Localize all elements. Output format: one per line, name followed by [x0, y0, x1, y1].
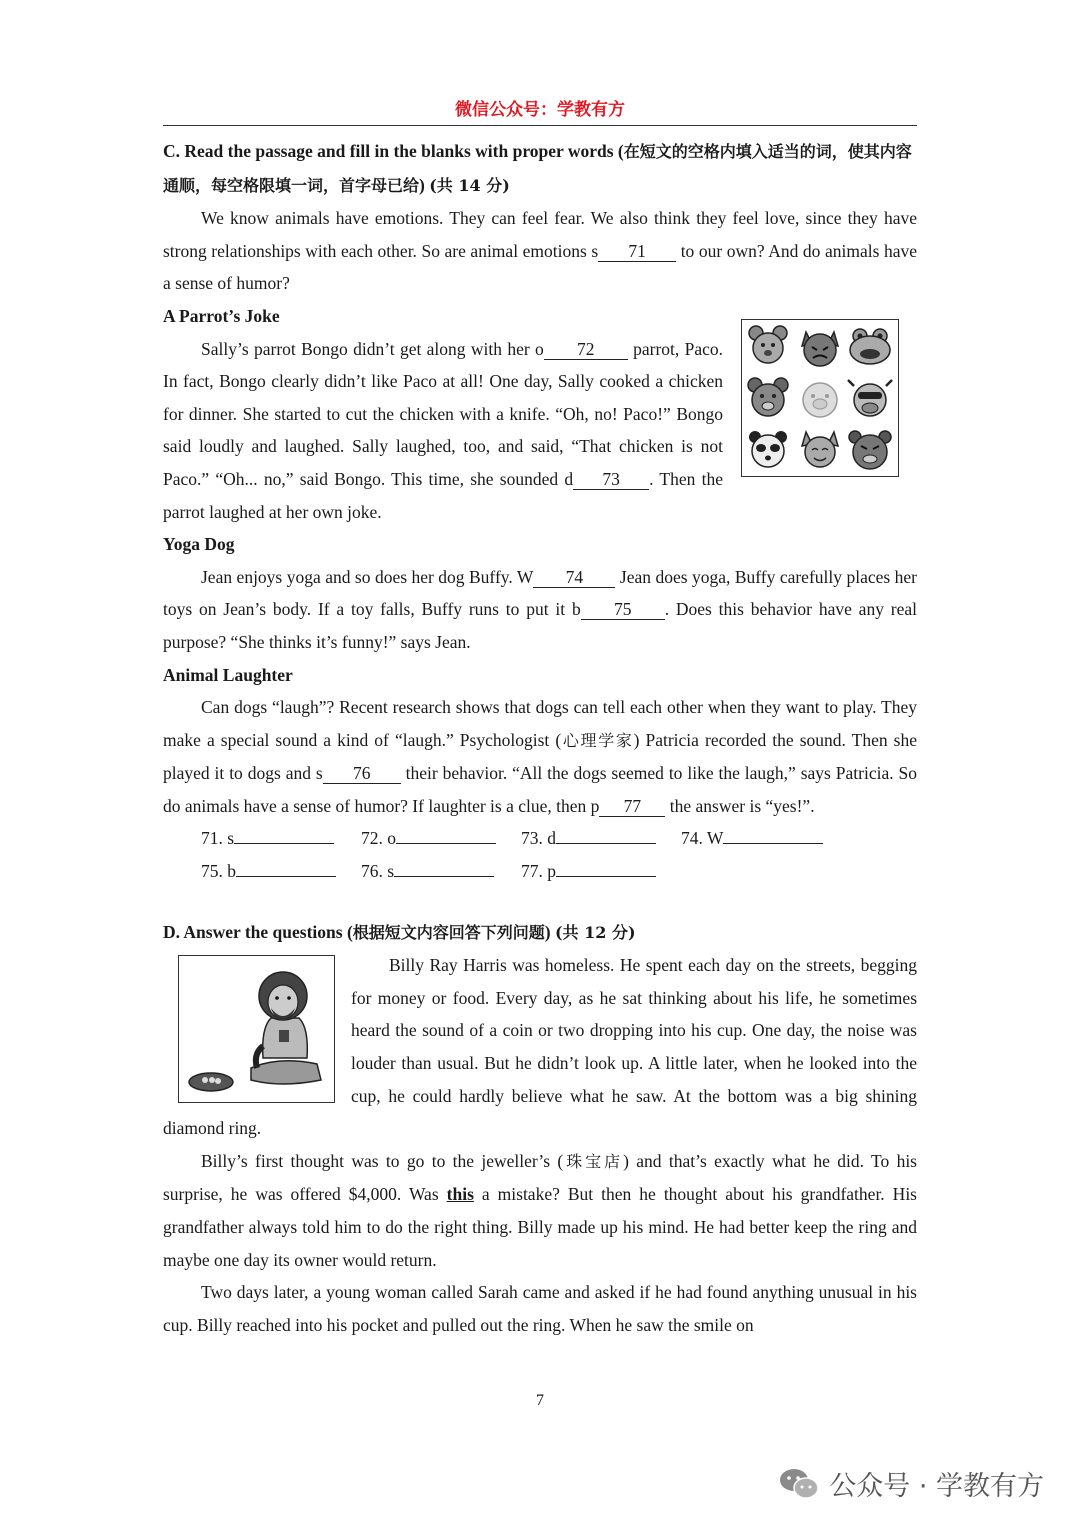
animal-faces-image — [741, 319, 899, 477]
answer-76[interactable]: 76. s — [361, 855, 521, 888]
answer-75[interactable]: 75. b — [201, 855, 361, 888]
fox-face-icon — [802, 432, 838, 467]
section-c-intro: We know animals have emotions. They can feel fear. We also think they feel love, since they have strong relationships with each other. So are animal emotions s 71 to our own? And do animals have a sense of humor? — [163, 208, 917, 294]
this-word: this — [446, 1184, 474, 1205]
section-c-score: (共 14 分) — [429, 175, 510, 195]
section-d-score: (共 12 分) — [554, 922, 636, 942]
wechat-icon — [779, 1467, 819, 1501]
answer-73[interactable]: 73. d — [521, 822, 681, 855]
section-d-title: D. Answer the questions (根据短文内容回答下列问题) (共 12 分) — [163, 921, 636, 942]
heading-animal-laughter: Animal Laughter — [163, 664, 293, 685]
bear-face-icon — [748, 378, 788, 416]
answer-77[interactable]: 77. p — [521, 855, 681, 888]
billy-paragraph-3: Two days later, a young woman called Sarah came and asked if he had found anything unusual in his cup. Billy reached into his pocket and pulled out the ring. When he saw the smile on — [163, 1282, 917, 1335]
section-c-title: C. Read the passage and fill in the blanks with proper words (在短文的空格内填入适当的词，使其内容通顺，每空格限填一词，首字母已给) (共 14 分) — [163, 141, 912, 195]
blank-77: 77 — [599, 796, 665, 817]
angry-bear-face-icon — [849, 431, 891, 469]
watermark — [779, 1464, 1044, 1503]
cat-face-icon — [802, 332, 838, 366]
billy-paragraph-2: Billy’s first thought was to go to the jeweller’s (珠宝店) and that’s exactly what he did. To his surprise, he was offered $4,000. Was this a mistake? But then he thought about his grandfather. His grandfather always told him to do the right thing. Billy made up his mind. He had better keep the ring and maybe one day its owner would return. — [163, 1150, 917, 1270]
answer-74[interactable]: 74. W — [681, 822, 841, 855]
heading-yoga-dog: Yoga Dog — [163, 534, 235, 555]
homeless-man-image — [178, 955, 335, 1103]
answer-72[interactable]: 72. o — [361, 822, 521, 855]
watermark-text: 公众号 · 学教有方 — [829, 1471, 1044, 1502]
answer-71[interactable]: 71. s — [201, 822, 361, 855]
laughter-paragraph: Can dogs “laugh”? Recent research shows that dogs can tell each other when they want to play. They make a special sound a kind of “laugh.” Psychologist (心理学家) Patricia recorded the sound. Then she played it to dogs and s 76 their behavior. “All the dogs seemed to like the laugh,” says Patricia. So do animals have a sense of humor? If laughter is a clue, then p 77 the answer is “yes!”. — [163, 697, 917, 816]
parrot-paragraph: Sally’s parrot Bongo didn’t get along with her o 72 parrot, Paco. In fact, Bongo clearly didn’t like Paco at all! One day, Sally cooked a chicken for dinner. She started to cut the chicken with a knife. “Oh, no! Paco!” Bongo said loudly and laughed. Sally laughed, too, and said, “That chicken is not Paco.” “Oh... no,” said Bongo. This time, she sounded d 73 . Then the parrot laughed at her own joke. — [163, 338, 723, 522]
blank-71: 71 — [598, 241, 676, 262]
yoga-paragraph: Jean enjoys yoga and so does her dog Buffy. W 74 Jean does yoga, Buffy carefully places her toys on Jean’s body. If a toy falls, Buffy runs to put it b 75 . Does this behavior have any real purpose? “She thinks it’s funny!” says Jean. — [163, 566, 917, 652]
heading-parrot-joke: A Parrot’s Joke — [163, 305, 280, 326]
cow-face-icon — [848, 380, 892, 416]
header-banner: 微信公众号：学教有方 — [455, 100, 625, 120]
blank-74: 74 — [533, 567, 615, 588]
billy-paragraph-1: Billy Ray Harris was homeless. He spent each day on the streets, begging for money or food. Every day, as he sat thinking about his life, he sometimes heard the sound of a coin or two dropping into his cup. One day, the noise was louder than usual. But he didn’t look up. A little later, when he looked into the cup, he could hardly believe what he saw. At the bottom was a big shining diamond ring. — [163, 955, 917, 1139]
blank-76: 76 — [323, 763, 401, 784]
page-number: 7 — [536, 1392, 544, 1409]
beggar-figure-icon — [251, 972, 321, 1084]
blank-73: 73 — [573, 469, 649, 490]
answer-row — [201, 822, 917, 855]
header-divider — [163, 125, 917, 126]
blank-75: 75 — [581, 599, 665, 620]
content — [163, 135, 917, 1341]
mouse-face-icon — [749, 326, 787, 363]
blank-72: 72 — [544, 339, 628, 360]
answer-lines — [163, 822, 917, 887]
frog-face-icon — [850, 329, 890, 364]
answer-row — [201, 855, 917, 888]
panda-face-icon — [749, 431, 787, 467]
pig-face-icon — [803, 383, 837, 417]
